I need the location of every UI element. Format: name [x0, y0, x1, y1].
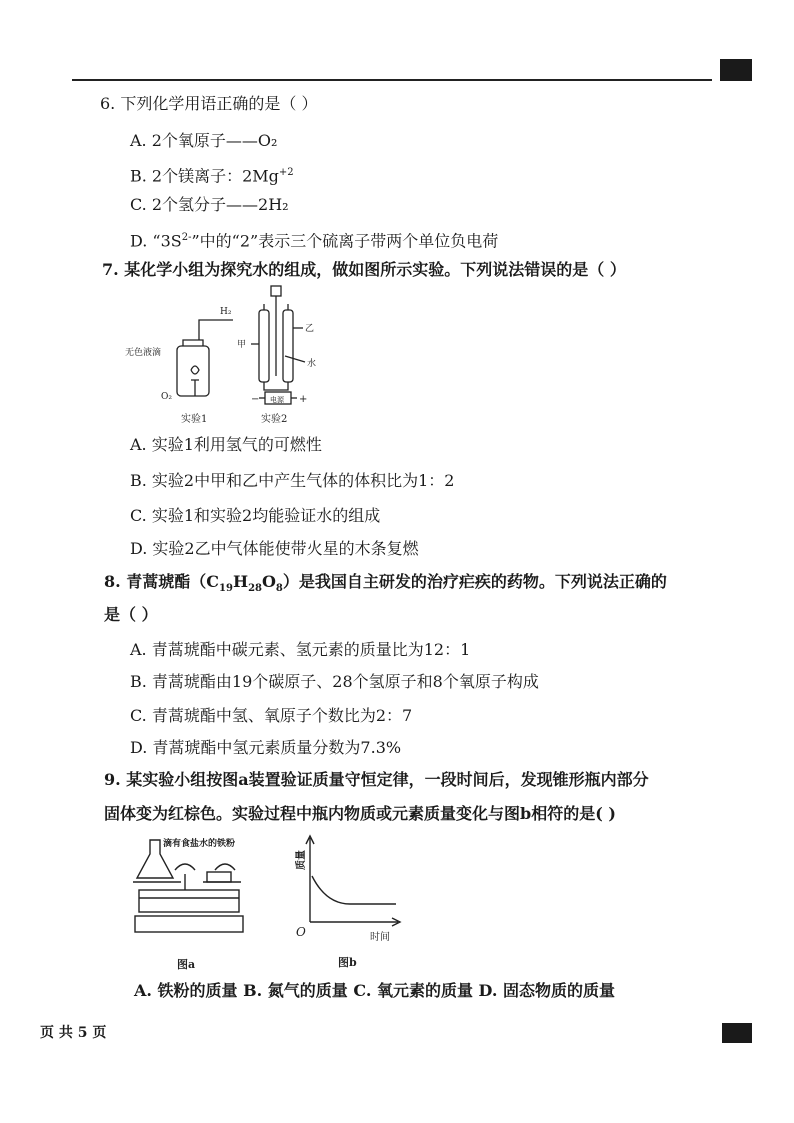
q9-stem-cont: 固体变为红棕色。实验过程中瓶内物质或元素质量变化与图b相符的是( )	[104, 804, 616, 823]
fig-minus-label: −	[251, 394, 260, 405]
q9-figure-a	[125, 830, 275, 975]
fig-yi-label: 乙	[305, 324, 315, 334]
fig-a-label: 滴有食盐水的铁粉	[163, 839, 236, 849]
q7-option-c: C. 实验1和实验2均能验证水的组成	[130, 506, 381, 525]
corner-mark-top	[720, 59, 752, 81]
q7-option-b: B. 实验2中甲和乙中产生气体的体积比为1：2	[130, 471, 455, 490]
curve	[312, 876, 396, 904]
q8-option-d: D. 青蒿琥酯中氢元素质量分数为7.3%	[130, 738, 402, 757]
q6-option-d: D. “$3S^{2-}$”中的“2”表示三个硫离子带两个单位负电荷	[130, 231, 499, 251]
fig-colorless-label: 无色液滴	[125, 348, 162, 358]
fig-b-xlabel: 时间	[370, 932, 390, 943]
q7-option-d: D. 实验2乙中气体能使带火星的木条复燃	[130, 539, 419, 558]
q8-option-a: A. 青蒿琥酯中碳元素、氢元素的质量比为12：1	[130, 640, 471, 659]
fig-b-caption: 图b	[338, 956, 357, 969]
q6-option-c: C. 2个氢分子——2H₂	[130, 195, 289, 214]
fig-o2-label: O₂	[161, 392, 172, 402]
fig-exp1-caption: 实验1	[181, 414, 208, 425]
fig-h2-label: H₂	[220, 307, 232, 317]
fig-exp2-caption: 实验2	[261, 414, 288, 425]
q8-option-c: C. 青蒿琥酯中氢、氧原子个数比为2：7	[130, 706, 413, 725]
q9-figure-b	[290, 832, 405, 975]
q9-stem: 9. 某实验小组按图a装置验证质量守恒定律，一段时间后，发现锥形瓶内部分	[104, 770, 649, 789]
q7-option-a: A. 实验1利用氢气的可燃性	[130, 435, 322, 454]
q9-options: A. 铁粉的质量 B. 氮气的质量 C. 氧元素的质量 D. 固态物质的质量	[134, 981, 615, 1000]
q6-option-b: B. 2个镁离子：$2Mg^{+2}$	[130, 166, 294, 186]
q7-figure	[125, 284, 320, 428]
q7-stem: 7. 某化学小组为探究水的组成，做如图所示实验。下列说法错误的是（ ）	[102, 260, 626, 279]
header-rule	[72, 79, 712, 81]
fig-plus-label: +	[299, 394, 308, 405]
q6-option-a: A. 2个氧原子——O₂	[130, 131, 278, 150]
q6-stem: 6. 下列化学用语正确的是（ ）	[100, 94, 318, 113]
fig-jia-label: 甲	[237, 340, 247, 350]
fig-b-ylabel: 质量	[296, 850, 307, 870]
fig-a-caption: 图a	[177, 958, 196, 971]
fig-power-label: 电源	[270, 396, 284, 404]
fig-water-label: 水	[307, 359, 317, 369]
corner-mark-bottom	[722, 1023, 752, 1043]
fig-b-origin: O	[296, 925, 306, 939]
experiment2-apparatus	[251, 286, 308, 405]
page-footer: 页 共 5 页	[40, 1025, 107, 1041]
q8-stem-cont: 是（ ）	[104, 605, 158, 624]
q8-stem: 8. 青蒿琥酯$(C_{19}H_{28}O_8)$是我国自主研发的治疗疟疾的药物。下列说法正确的	[104, 572, 667, 595]
q8-option-b: B. 青蒿琥酯由19个碳原子、28个氢原子和8个氧原子构成	[130, 672, 539, 691]
experiment1-apparatus	[177, 320, 233, 396]
